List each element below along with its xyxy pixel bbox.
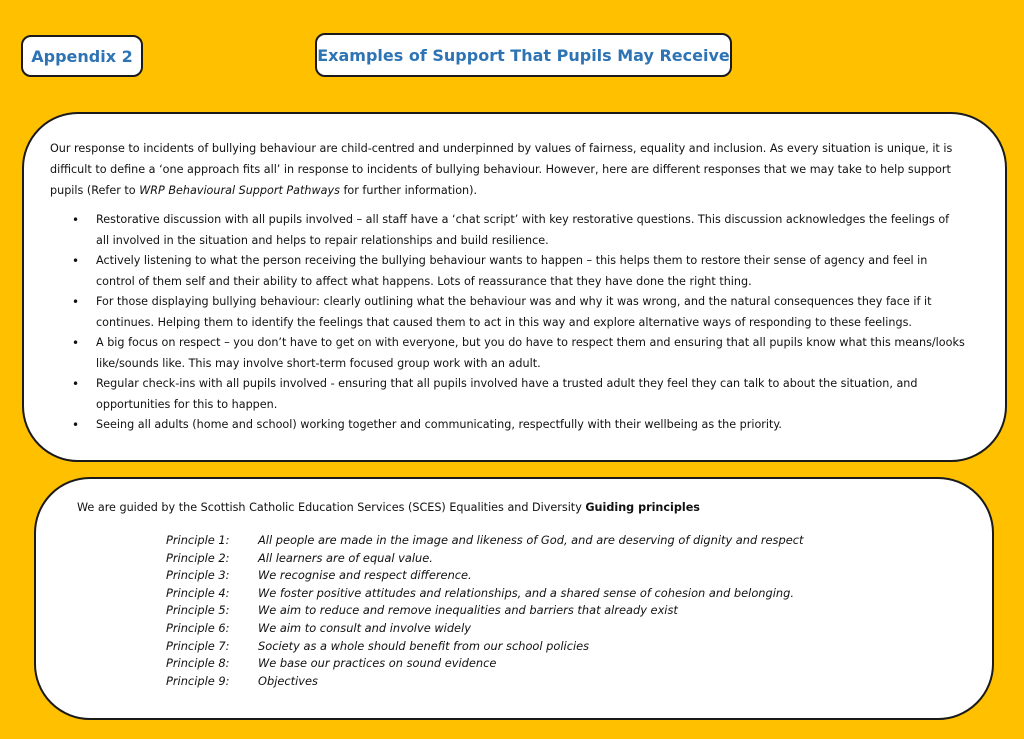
bullet-icon: • [72,336,80,350]
principle-text: All people are made in the image and likeness of God, and are deserving of dignity and respect [258,533,804,547]
principles-intro [77,499,962,517]
principle-label: Principle 5: [166,603,230,618]
principle-text: We recognise and respect difference. [258,568,472,583]
support-list [50,210,965,436]
principle-row [166,602,803,620]
appendix-label [21,35,143,77]
page-title-text: Examples of Support That Pupils May Receive [317,45,730,65]
principle-label: Principle 8: [166,656,230,671]
support-intro-part2: for further information). [339,184,478,197]
principle-row [166,567,803,585]
bullet-icon: • [72,377,80,391]
list-item-text: Actively listening to what the person receiving the bullying behaviour wants to happen – this helps them to restore their sense of agency and feel in control of them self and their ability to affect what happens. Lots of reassurance that they have done the right thing. [96,254,928,288]
bullet-icon: • [72,254,80,268]
list-item-text: Regular check-ins with all pupils involved - ensuring that all pupils involved have a trusted adult they feel they can talk to about the situation, and opportunities for this to happen. [96,377,918,411]
list-item-text: Restorative discussion with all pupils involved – all staff have a ‘chat script’ with key restorative questions. This discussion acknowledges the feelings of all involved in the situation and helps to repair relationships and build resilience. [96,213,950,247]
principle-text: We aim to consult and involve widely [258,620,471,635]
page-title [315,33,732,77]
principle-row [166,532,803,550]
principle-label: Principle 9: [166,673,230,688]
support-intro-part1: Our response to incidents of bullying behaviour are child-centred and underpinned by values of fairness, equality and inclusion. As every situation is unique, it is difficult to define a ‘one approach fits all’ in response to incidents of bullying behaviour. However, here are different responses that we may take to help support pupils (Refer to [50,142,953,197]
bullet-icon: • [72,295,80,309]
list-item-text: A big focus on respect – you don’t have to get on with everyone, but you do have to respect them and ensuring that all pupils know what this means/looks like/sounds like. This may involve short-term focused group work with an adult. [96,336,965,370]
principle-label: Principle 6: [166,620,230,635]
principles-intro-text: We are guided by the Scottish Catholic Education Services (SCES) Equalities and Diversity [77,501,586,514]
bullet-icon: • [72,213,80,227]
principle-label: Principle 4: [166,585,230,600]
principle-label: Principle 2: [166,550,230,565]
principles-panel [34,477,994,720]
principle-row [166,673,803,691]
list-item [72,415,965,436]
principle-label: Principle 3: [166,568,230,583]
principle-text: We aim to reduce and remove inequalities and barriers that already exist [258,603,678,618]
list-item [72,374,965,415]
principle-text: Society as a whole should benefit from our school policies [258,638,590,653]
list-item [72,333,965,374]
principle-row [166,550,803,568]
list-item [72,292,965,333]
appendix-label-text: Appendix 2 [31,46,133,66]
support-panel [22,112,1007,462]
principle-text: Objectives [258,673,318,688]
principle-text: We base our practices on sound evidence [258,656,497,671]
support-intro [50,138,965,201]
list-item-text: Seeing all adults (home and school) working together and communicating, respectfully with their wellbeing as the priority. [96,418,782,431]
principle-row [166,655,803,673]
principle-text: All learners are of equal value. [258,550,433,565]
principle-label: Principle 1: [166,533,230,547]
principles-table [166,532,803,690]
principle-label: Principle 7: [166,638,230,653]
list-item [72,210,965,251]
principle-text: We foster positive attitudes and relationships, and a shared sense of cohesion and belonging. [258,585,794,600]
principle-row [166,638,803,656]
list-item [72,251,965,292]
bullet-icon: • [72,418,80,432]
support-intro-reference: WRP Behavioural Support Pathways [139,184,340,197]
principle-row [166,620,803,638]
list-item-text: For those displaying bullying behaviour: clearly outlining what the behaviour was and why it was wrong, and the natural consequences they face if it continues. Helping them to identify the feelings that caused them to act in this way and explore alternative ways of responding to these feelings. [96,295,932,329]
principles-intro-bold: Guiding principles [585,501,700,514]
principle-row [166,585,803,603]
